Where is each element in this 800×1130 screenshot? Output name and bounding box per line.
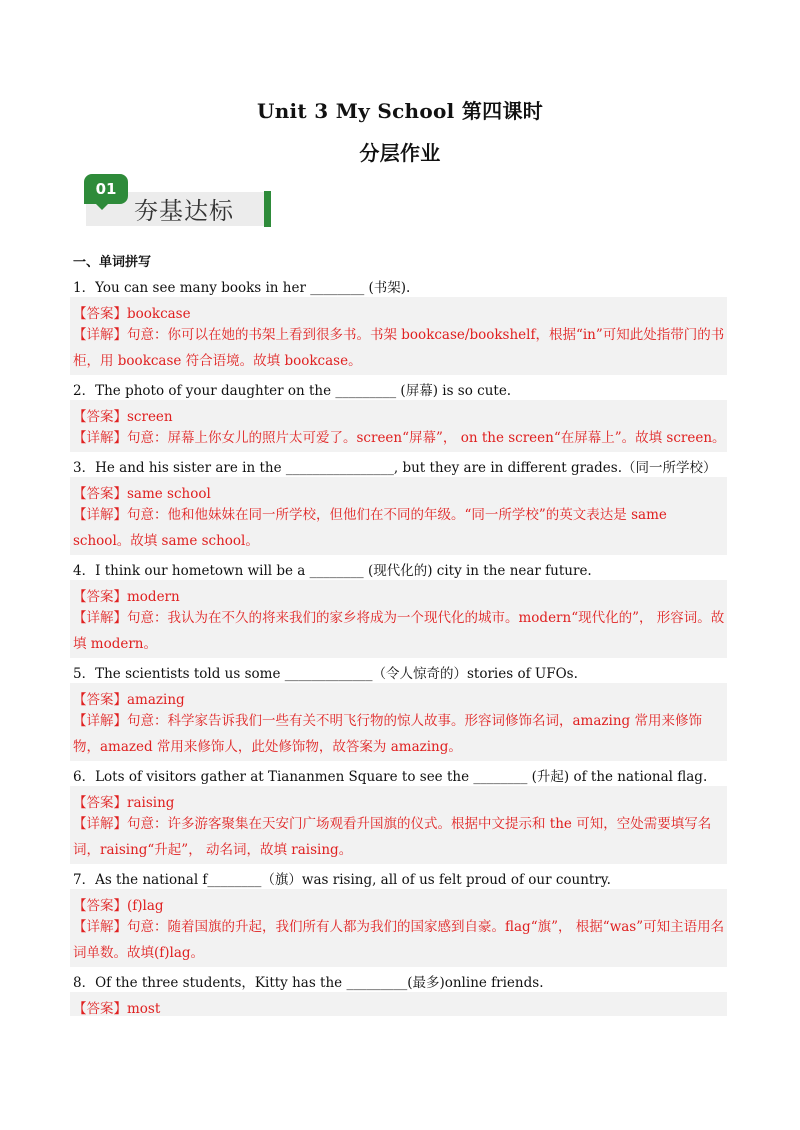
answer-line: 【答案】bookcase <box>73 306 191 322</box>
answer-blank: ________ <box>473 769 528 785</box>
question-text: 4．I think our hometown will be a <box>73 563 310 579</box>
section-badge <box>84 174 274 230</box>
detail-text: 【详解】句意：许多游客聚集在天安门广场观看升国旗的仪式。根据中文提示和 the 可知，空处需要填写名词，raising“升起”， 动名词，故填 raising。 <box>73 816 712 858</box>
answer-block-1 <box>70 297 727 375</box>
answer-block-6 <box>70 786 727 864</box>
badge-tail-icon <box>94 202 110 210</box>
question-7 <box>73 868 611 888</box>
answer-block-7 <box>70 889 727 967</box>
section-heading: 一、单词拼写 <box>73 255 152 270</box>
detail-text: 【详解】句意：屏幕上你女儿的照片太可爱了。screen“屏幕”， on the screen“在屏幕上”。故填 screen。 <box>73 430 726 446</box>
question-text: 7．As the national f <box>73 872 208 888</box>
answer-blank: ________ <box>310 280 365 296</box>
answer-blank: ________________ <box>285 460 394 476</box>
page-title: Unit 3 My School 第四课时 <box>256 99 544 123</box>
question-text: (升起) of the national flag. <box>527 769 708 785</box>
answer-blank: _________ <box>335 383 397 399</box>
answer-block-2 <box>70 400 727 452</box>
answer-blank: ________ <box>309 563 364 579</box>
answer-block-4 <box>70 580 727 658</box>
question-3 <box>73 456 717 476</box>
question-6 <box>73 765 707 785</box>
question-text: （令人惊奇的）stories of UFOs. <box>372 666 578 682</box>
answer-line: 【答案】(f)lag <box>73 898 164 914</box>
badge-bar <box>264 191 271 227</box>
question-text: 5．The scientists told us some <box>73 666 285 682</box>
detail-text: 【详解】句意：他和他妹妹在同一所学校，但他们在不同的年级。“同一所学校”的英文表达是 same school。故填 same school。 <box>73 507 667 549</box>
answer-line: 【答案】most <box>73 1001 161 1017</box>
answer-line: 【答案】modern <box>73 589 180 605</box>
question-text: 6．Lots of visitors gather at Tiananmen Square to see the <box>73 769 474 785</box>
question-text: (书架). <box>364 280 411 296</box>
answer-line: 【答案】same school <box>73 486 211 502</box>
question-text: 3．He and his sister are in the <box>73 460 286 476</box>
question-4 <box>73 559 592 579</box>
detail-text: 【详解】句意：我认为在不久的将来我们的家乡将成为一个现代化的城市。modern“现代化的”， 形容词。故填 modern。 <box>73 610 725 652</box>
question-8 <box>73 971 543 991</box>
answer-block-8 <box>70 992 727 1016</box>
answer-blank: ________ <box>207 872 262 888</box>
question-1 <box>73 276 410 296</box>
question-2 <box>73 379 511 399</box>
question-text: 2．The photo of your daughter on the <box>73 383 336 399</box>
question-text: (最多)online friends. <box>407 975 544 991</box>
answer-blank: _____________ <box>284 666 373 682</box>
answer-line: 【答案】amazing <box>73 692 185 708</box>
answer-block-5 <box>70 683 727 761</box>
answer-line: 【答案】raising <box>73 795 175 811</box>
detail-text: 【详解】句意：科学家告诉我们一些有关不明飞行物的惊人故事。形容词修饰名词，amazing 常用来修饰物，amazed 常用来修饰人，此处修饰物，故答案为 amazing。 <box>73 713 702 755</box>
answer-blank: _________ <box>346 975 408 991</box>
question-text: (现代化的) city in the near future. <box>363 563 592 579</box>
question-text: 8．Of the three students，Kitty has the <box>73 975 347 991</box>
answer-block-3 <box>70 477 727 555</box>
question-5 <box>73 662 578 682</box>
question-text: (屏幕) is so cute. <box>396 383 512 399</box>
page-subtitle: 分层作业 <box>359 141 441 165</box>
answer-line: 【答案】screen <box>73 409 173 425</box>
detail-text: 【详解】句意：随着国旗的升起，我们所有人都为我们的国家感到自豪。flag“旗”， 根据“was”可知主语用名词单数。故填(f)lag。 <box>73 919 725 961</box>
badge-number: 01 <box>84 174 128 204</box>
question-text: （旗）was rising, all of us felt proud of our country. <box>261 872 611 888</box>
question-text: 1．You can see many books in her <box>73 280 311 296</box>
badge-label: 夯基达标 <box>134 197 234 225</box>
question-text: , but they are in different grades.（同一所学校） <box>393 460 717 476</box>
detail-text: 【详解】句意：你可以在她的书架上看到很多书。书架 bookcase/bookshelf，根据“in”可知此处指带门的书柜，用 bookcase 符合语境。故填 bookcase。 <box>73 327 725 369</box>
